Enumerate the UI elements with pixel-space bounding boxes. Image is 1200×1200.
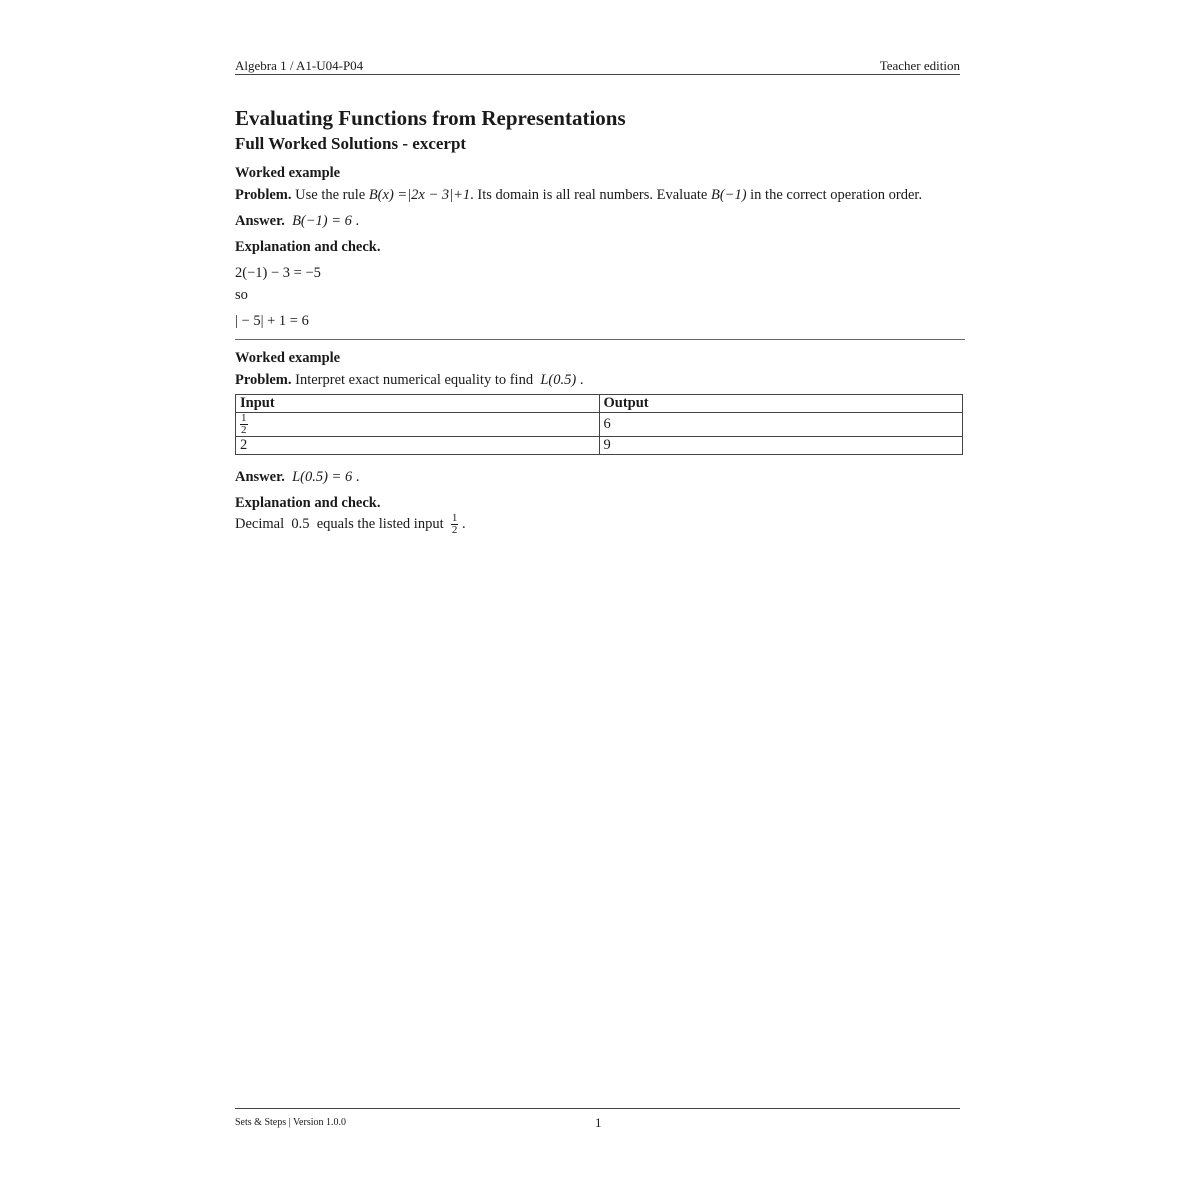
table-row xyxy=(236,413,963,437)
table-row xyxy=(236,437,963,455)
table-cell-input xyxy=(236,413,600,437)
page-title: Evaluating Functions from Representations xyxy=(235,106,626,130)
example-heading: Worked example xyxy=(235,165,341,181)
answer-end: . xyxy=(352,469,360,485)
table-header-row xyxy=(236,395,963,413)
problem-text: Interpret exact numerical equality to find xyxy=(291,372,537,388)
problem-label: Problem. xyxy=(235,372,292,388)
worked-example-1 xyxy=(235,163,965,331)
table-cell-output: 9 xyxy=(599,437,963,455)
answer-label: Answer. xyxy=(235,469,285,485)
fraction-numerator: 1 xyxy=(241,412,247,424)
explanation-end: . xyxy=(458,515,466,532)
page-subtitle: Full Worked Solutions - excerpt xyxy=(235,134,467,153)
explanation-text-part: equals the listed input xyxy=(313,515,448,532)
table-cell-output: 6 xyxy=(599,413,963,437)
answer-line xyxy=(235,211,965,231)
problem-math: L(0.5) xyxy=(540,372,577,388)
answer-math: L(0.5) = 6 xyxy=(292,469,353,485)
table-header-input: Input xyxy=(236,395,600,413)
running-header xyxy=(235,58,960,75)
problem-text: in the correct operation order. xyxy=(746,187,923,203)
section-divider xyxy=(235,339,965,340)
fraction xyxy=(240,413,248,436)
explanation-step-1: 2(−1) − 3 = −5 xyxy=(235,265,321,281)
problem-end: . xyxy=(576,372,584,388)
answer-line xyxy=(235,467,965,487)
explanation-step-2: | − 5| + 1 = 6 xyxy=(235,313,309,329)
problem-evaluate-math: B(−1) xyxy=(710,187,747,203)
header-course-code: Algebra 1 / A1-U04-P04 xyxy=(235,58,364,73)
explanation-label: Explanation and check. xyxy=(235,495,381,511)
problem-statement xyxy=(235,185,965,205)
problem-text: . Its domain is all real numbers. Evaluate xyxy=(470,187,711,203)
page-footer xyxy=(235,1108,960,1133)
main-content xyxy=(235,104,965,536)
input-output-table xyxy=(235,394,963,455)
table-cell-input: 2 xyxy=(236,437,600,455)
problem-rule-math: B(x) =|2x − 3|+1 xyxy=(368,187,471,203)
explanation-math: 0.5 xyxy=(291,515,310,532)
example-heading: Worked example xyxy=(235,350,341,366)
footer-brand-version: Sets & Steps | Version 1.0.0 xyxy=(235,1117,346,1128)
problem-statement xyxy=(235,370,965,390)
page-number: 1 xyxy=(595,1115,602,1130)
explanation-text-part: Decimal xyxy=(235,515,288,532)
fraction-denominator: 2 xyxy=(241,424,247,436)
explanation-label: Explanation and check. xyxy=(235,239,381,255)
fraction-numerator: 1 xyxy=(451,512,458,524)
header-edition: Teacher edition xyxy=(879,58,960,73)
explanation-connector: so xyxy=(235,287,248,303)
table-header-output: Output xyxy=(599,395,963,413)
problem-text: Use the rule xyxy=(291,187,369,203)
problem-label: Problem. xyxy=(235,187,292,203)
fraction-denominator: 2 xyxy=(451,524,458,536)
answer-label: Answer. xyxy=(235,213,285,229)
explanation-text xyxy=(235,513,965,536)
answer-end: . xyxy=(351,213,360,229)
worked-example-2 xyxy=(235,348,965,536)
answer-math: B(−1) = 6 xyxy=(292,213,352,229)
